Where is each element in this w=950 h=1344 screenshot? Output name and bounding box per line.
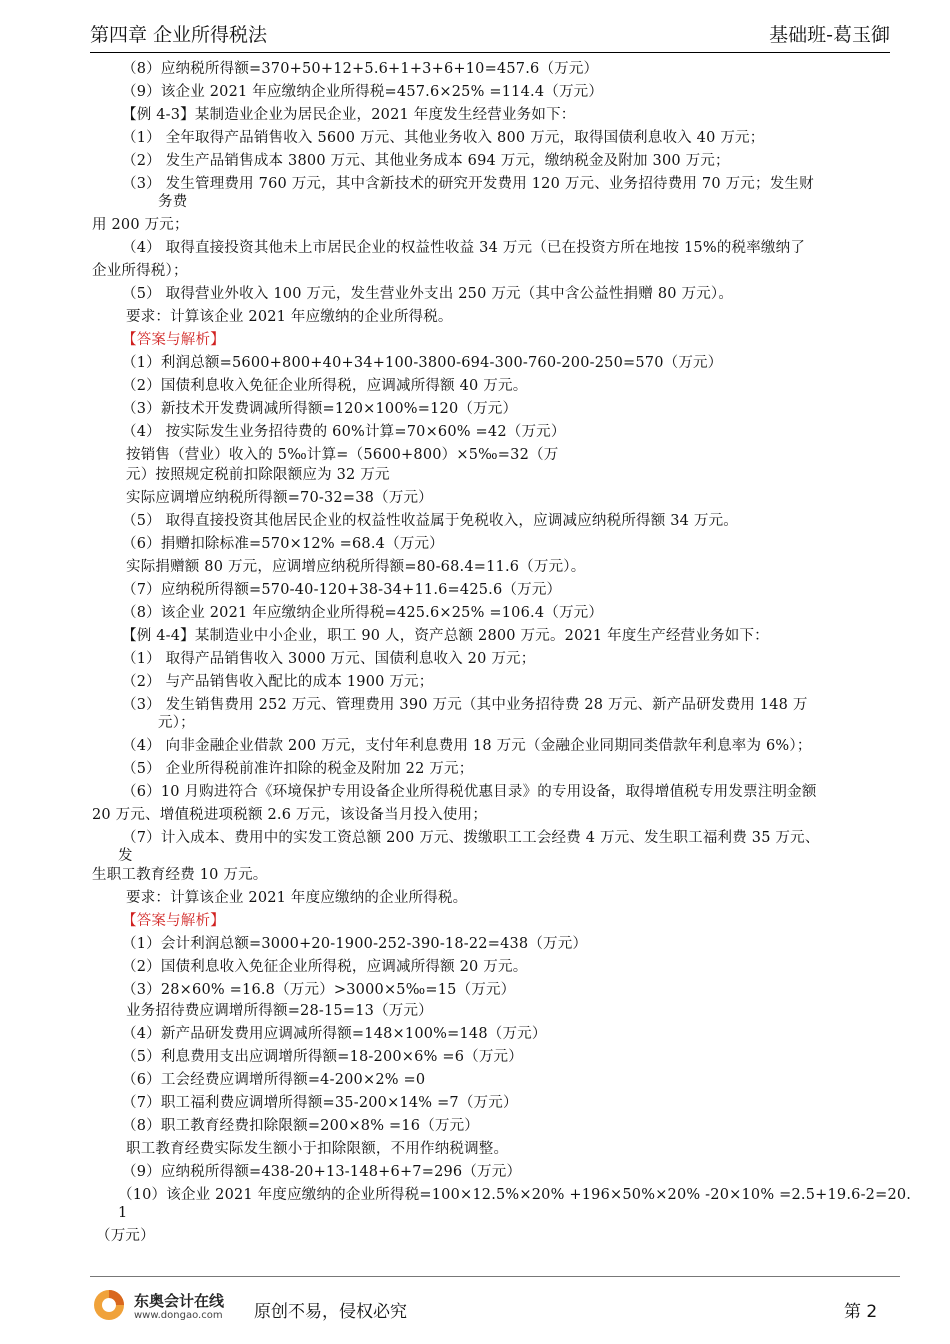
- text-line: （2） 发生产品销售成本 3800 万元、其他业务成本 694 万元，缴纳税金及附加 300 万元；: [122, 153, 730, 169]
- text-line: （7）职工福利费应调增所得额=35-200×14% =7（万元）: [122, 1095, 518, 1111]
- text-line: （3）28×60% =16.8（万元）>3000×5‰=15（万元）: [122, 982, 516, 998]
- text-line: （3） 发生销售费用 252 万元、管理费用 390 万元（其中业务招待费 28 万元、新产品研发费用 148 万: [122, 697, 808, 713]
- text-line: （1） 全年取得产品销售收入 5600 万元、其他业务收入 800 万元，取得国债利息收入 40 万元；: [122, 130, 765, 146]
- dongao-logo: [92, 1284, 242, 1330]
- text-line: 用 200 万元；: [92, 217, 189, 233]
- text-line: 职工教育经费实际发生额小于扣除限额，不用作纳税调整。: [126, 1141, 509, 1157]
- text-line: （9）应纳税所得额=438-20+13-148+6+7=296（万元）: [122, 1164, 522, 1180]
- text-line: 元）按照规定税前扣除限额应为 32 万元: [126, 467, 390, 483]
- text-line: （万元）: [96, 1228, 155, 1244]
- text-line: 1: [118, 1205, 128, 1221]
- footer-slogan: 原创不易，侵权必究: [254, 1302, 407, 1322]
- text-line: 20 万元、增值税进项税额 2.6 万元，该设备当月投入使用；: [92, 807, 488, 823]
- text-line: （6）工会经费应调增所得额=4-200×2% =0: [122, 1072, 426, 1088]
- text-line: （2）国债利息收入免征企业所得税，应调减所得额 20 万元。: [122, 959, 528, 975]
- footer-divider: [90, 1276, 900, 1277]
- text-line: （7）计入成本、费用中的实发工资总额 200 万元、拨缴职工工会经费 4 万元、发生职工福利费 35 万元、: [122, 830, 820, 846]
- text-line: （5）利息费用支出应调增所得额=18-200×6% =6（万元）: [122, 1049, 523, 1065]
- text-line: 生职工教育经费 10 万元。: [92, 867, 268, 883]
- text-line: （2） 与产品销售收入配比的成本 1900 万元；: [122, 674, 434, 690]
- text-line: （6）捐赠扣除标准=570×12% =68.4（万元）: [122, 536, 444, 552]
- example-title: 【例 4-4】某制造业中小企业，职工 90 人，资产总额 2800 万元。2021 年度生产经营业务如下：: [122, 628, 769, 644]
- text-line: （8）应纳税所得额=370+50+12+5.6+1+3+6+10=457.6（万元）: [122, 61, 599, 77]
- example-title: 【例 4-3】某制造业企业为居民企业，2021 年度发生经营业务如下：: [122, 107, 576, 123]
- text-line: （7）应纳税所得额=570-40-120+38-34+11.6=425.6（万元）: [122, 582, 562, 598]
- logo-url: www.dongao.com: [134, 1310, 223, 1321]
- text-line: 企业所得税）；: [92, 263, 188, 279]
- requirement-line: 要求：计算该企业 2021 年度应缴纳的企业所得税。: [126, 890, 468, 906]
- text-line: （4） 取得直接投资其他未上市居民企业的权益性收益 34 万元（已在投资方所在地按 15%的税率缴纳了: [122, 240, 806, 256]
- text-line: （1） 取得产品销售收入 3000 万元、国债利息收入 20 万元；: [122, 651, 536, 667]
- course-teacher: 基础班-葛玉御: [769, 24, 890, 46]
- text-line: （8）该企业 2021 年应缴纳企业所得税=425.6×25% =106.4（万元）: [122, 605, 604, 621]
- text-line: （10）该企业 2021 年度应缴纳的企业所得税=100×12.5%×20% +196×50%×20% -20×10% =2.5+19.6-2=20.: [118, 1187, 912, 1203]
- text-line: （2）国债利息收入免征企业所得税，应调减所得额 40 万元。: [122, 378, 528, 394]
- text-line: 实际应调增应纳税所得额=70-32=38（万元）: [126, 490, 433, 506]
- text-line: （4） 向非金融企业借款 200 万元，支付年利息费用 18 万元（金融企业同期同类借款年利息率为 6%）；: [122, 738, 812, 754]
- logo-name: 东奥会计在线: [134, 1292, 225, 1310]
- text-line: 元）；: [158, 715, 195, 731]
- text-line: （8）职工教育经费扣除限额=200×8% =16（万元）: [122, 1118, 480, 1134]
- text-line: （5） 企业所得税前准许扣除的税金及附加 22 万元；: [122, 761, 474, 777]
- page-number: 第 2: [844, 1302, 878, 1322]
- answer-heading: 【答案与解析】: [122, 332, 225, 348]
- chapter-title: 第四章 企业所得税法: [90, 24, 268, 46]
- text-line: 业务招待费应调增所得额=28-15=13（万元）: [126, 1003, 433, 1019]
- text-line: （1）利润总额=5600+800+40+34+100-3800-694-300-760-200-250=570（万元）: [122, 355, 723, 371]
- logo-mark-icon: [92, 1288, 126, 1322]
- text-line: （3）新技术开发费调减所得额=120×100%=120（万元）: [122, 401, 518, 417]
- text-line: （4）新产品研发费用应调减所得额=148×100%=148（万元）: [122, 1026, 547, 1042]
- requirement-line: 要求：计算该企业 2021 年应缴纳的企业所得税。: [126, 309, 453, 325]
- text-line: （9）该企业 2021 年应缴纳企业所得税=457.6×25% =114.4（万元）: [122, 84, 604, 100]
- text-line: （3） 发生管理费用 760 万元，其中含新技术的研究开发费用 120 万元、业务招待费用 70 万元；发生财: [122, 176, 814, 192]
- text-line: （1）会计利润总额=3000+20-1900-252-390-18-22=438（万元）: [122, 936, 588, 952]
- text-line: （6）10 月购进符合《环境保护专用设备企业所得税优惠目录》的专用设备，取得增值税专用发票注明金额: [122, 784, 817, 800]
- text-line: 实际捐赠额 80 万元，应调增应纳税所得额=80-68.4=11.6（万元）。: [126, 559, 586, 575]
- text-line: 务费: [158, 194, 188, 210]
- text-line: 按销售（营业）收入的 5‰计算=（5600+800）×5‰=32（万: [126, 447, 559, 463]
- text-line: （5） 取得直接投资其他居民企业的权益性收益属于免税收入，应调减应纳税所得额 34 万元。: [122, 513, 738, 529]
- text-line: （5） 取得营业外收入 100 万元，发生营业外支出 250 万元（其中含公益性捐赠 80 万元）。: [122, 286, 734, 302]
- text-line: 发: [118, 848, 133, 864]
- text-line: （4） 按实际发生业务招待费的 60%计算=70×60% =42（万元）: [122, 424, 566, 440]
- answer-heading: 【答案与解析】: [122, 913, 225, 929]
